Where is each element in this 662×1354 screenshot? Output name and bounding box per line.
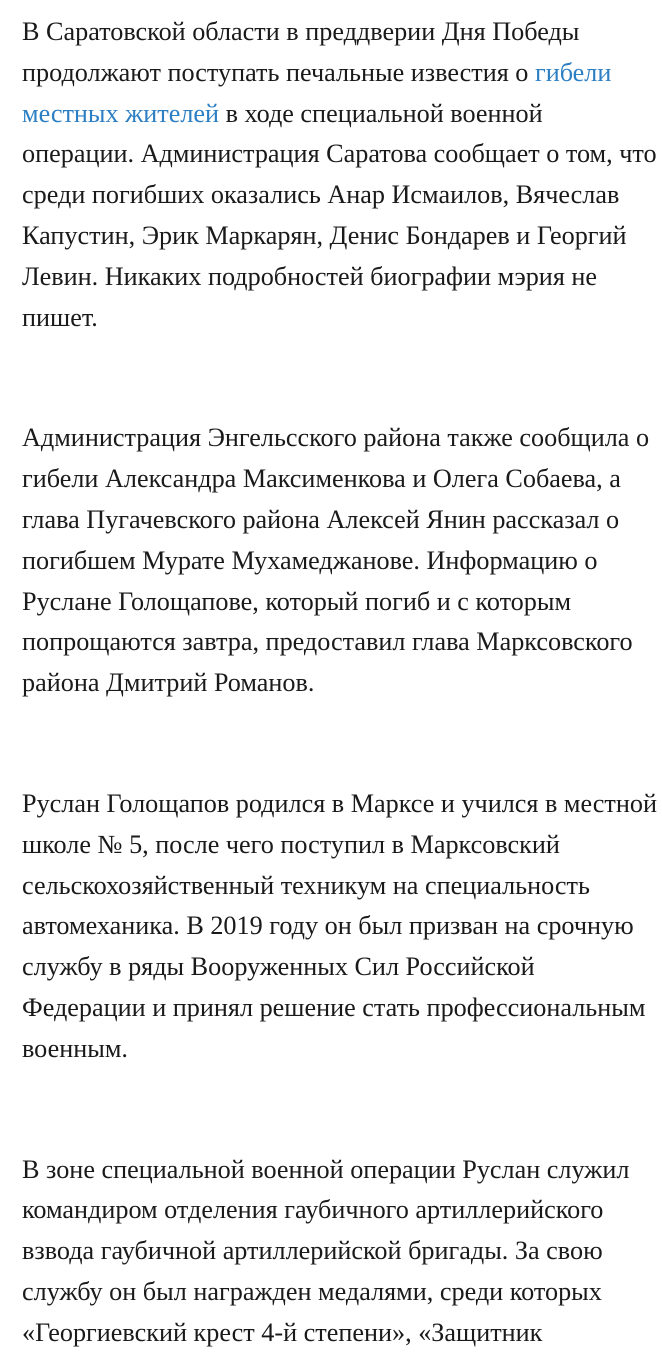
paragraph-1 <box>22 12 658 338</box>
paragraph-3: Руслан Голощапов родился в Марксе и учился в местной школе № 5, после чего поступил в Марксовский сельскохозяйственный техникум на специальность автомеханика. В 2019 году он был призван на срочную службу в ряды Вооруженных Сил Российской Федерации и принял решение стать профессиональным военным. <box>22 788 657 1063</box>
paragraph-1-text-end: в ходе специальной военной операции. Администрация Саратова сообщает о том, что среди погибших оказались Анар Исмаилов, Вячеслав Капустин, Эрик Маркарян, Денис Бондарев и Георгий Левин. Никаких подробностей биографии мэрия не пишет. <box>22 98 657 332</box>
article-body <box>22 12 658 1354</box>
victims-link[interactable]: гибели местных жителей <box>22 57 612 128</box>
paragraph-4: В зоне специальной военной операции Руслан служил командиром отделения гаубичного артиллерийского взвода гаубичной артиллерийской бригады. За свою службу он был награжден медалями, среди которых «Георгиевский крест 4-й степени», «Защитник <box>22 1154 630 1347</box>
paragraph-1-text-start: В Саратовской области в преддверии Дня Победы продолжают поступать печальные известия о <box>22 17 580 87</box>
paragraph-2: Администрация Энгельсского района также сообщила о гибели Александра Максименкова и Олега Собаева, а глава Пугачевского района Алексей Янин рассказал о погибшем Мурате Мухамеджанове. Информацию о Руслане Голощапове, который погиб и с которым попрощаются завтра, предоставил глава Марксовского района Дмитрий Романов. <box>22 423 650 698</box>
